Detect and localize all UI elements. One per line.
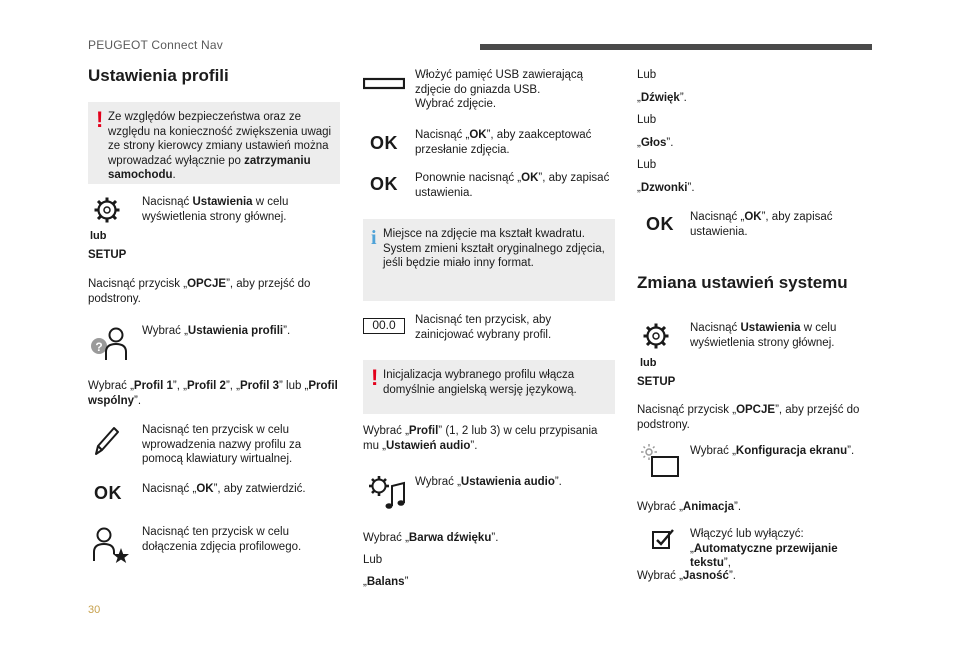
screen-config-step: Wybrać „Konfiguracja ekranu”.	[690, 445, 855, 457]
svg-text:?: ?	[95, 340, 103, 354]
ok-accept-step: Nacisnąć „OK”, aby zaakceptować przesłanie zdjęcia.	[415, 129, 592, 156]
audio-settings-icon	[366, 474, 406, 512]
warning-text-2: Inicjalizacja wybranego profilu włącza domyślnie angielską wersję językową.	[383, 369, 577, 396]
reset-step: Nacisnąć ten przycisk, aby zainicjować wybrany profil.	[415, 314, 552, 341]
sound-text: „Dźwięk”.	[637, 92, 687, 104]
info-box	[363, 219, 615, 301]
header-label: PEUGEOT Connect Nav	[88, 38, 223, 52]
options-text-2: Nacisnąć przycisk „OPCJE”, aby przejść do podstrony.	[637, 404, 860, 431]
section-title-system: Zmiana ustawień systemu	[637, 273, 848, 292]
warning-icon: !	[96, 107, 104, 132]
or-text-4: Lub	[637, 159, 657, 171]
photo-step: Nacisnąć ten przycisk w celu dołączenia zdjęcia profilowego.	[142, 526, 302, 553]
info-icon: i	[371, 227, 377, 249]
settings-gear-icon-2	[642, 322, 670, 350]
ring-text: „Dzwonki”.	[637, 182, 695, 194]
warning-icon-2: !	[371, 365, 379, 390]
profile-question-icon	[88, 326, 130, 362]
header-bar	[480, 44, 872, 50]
settings-step-text-2: Nacisnąć Ustawienia w celu wyświetlenia strony głównej.	[690, 322, 837, 349]
ok-save-button-2[interactable]: OK	[646, 214, 674, 234]
screen-brightness-icon	[640, 443, 682, 479]
brightness-text: Wybrać „Jasność”.	[637, 570, 736, 582]
checkbox-icon[interactable]	[651, 528, 675, 550]
or-label: lub	[90, 230, 107, 242]
or-text-1: Lub	[363, 554, 383, 566]
warning-text: Ze względów bezpieczeństwa oraz ze względu na konieczność zwiększenia uwagi ze strony kierowcy zmiany ustawień można wprowadzać wyłącznie po zatrzymaniu samochodu.	[108, 111, 332, 181]
setup-button[interactable]: SETUP	[88, 249, 127, 261]
reset-counter-label: 00.0	[372, 318, 396, 332]
profile-photo-icon	[88, 527, 130, 563]
section-title-profiles: Ustawienia profili	[88, 66, 229, 85]
profile-settings-step: Wybrać „Ustawienia profili”.	[142, 325, 291, 337]
ok-save-step: Ponownie nacisnąć „OK”, aby zapisać ustawienia.	[415, 172, 610, 199]
or-text-3: Lub	[637, 114, 657, 126]
choose-profile-text: Wybrać „Profil 1”, „Profil 2”, „Profil 3” lub „Profil wspólny”.	[88, 380, 338, 407]
ok-accept-button[interactable]: OK	[370, 133, 398, 153]
options-text: Nacisnąć przycisk „OPCJE”, aby przejść do podstrony.	[88, 278, 311, 305]
pencil-icon	[92, 424, 120, 458]
settings-step-text: Nacisnąć Ustawienia w celu wyświetlenia strony głównej.	[142, 196, 289, 223]
auto-scroll-step: Włączyć lub wyłączyć: „Automatyczne przewijanie tekstu”,	[690, 528, 838, 569]
settings-gear-icon	[93, 196, 121, 224]
reset-counter-button[interactable]	[363, 318, 405, 334]
usb-slot-icon	[363, 77, 405, 91]
balance-text: „Balans”	[363, 576, 409, 588]
ok-confirm-step: Nacisnąć „OK”, aby zatwierdzić.	[142, 483, 306, 495]
warning-box	[88, 102, 340, 184]
audio-settings-step: Wybrać „Ustawienia audio”.	[415, 476, 562, 488]
animation-text: Wybrać „Animacja”.	[637, 501, 742, 513]
info-text: Miejsce na zdjęcie ma kształt kwadratu. System zmieni kształt oryginalnego zdjęcia, jeśli będzie miało inny format.	[383, 228, 605, 269]
or-label-2: lub	[640, 357, 657, 369]
voice-text: „Głos”.	[637, 137, 674, 149]
ok-save-step-2: Nacisnąć „OK”, aby zapisać ustawienia.	[690, 211, 833, 238]
warning-box-2	[363, 360, 615, 414]
edit-name-step: Nacisnąć ten przycisk w celu wprowadzenia nazwy profilu za pomocą klawiatury wirtualnej.	[142, 424, 302, 465]
sound-color-text: Wybrać „Barwa dźwięku”.	[363, 532, 499, 544]
setup-button-2[interactable]: SETUP	[637, 376, 676, 388]
profile-audio-text: Wybrać „Profil” (1, 2 lub 3) w celu przypisania mu „Ustawień audio”.	[363, 425, 598, 452]
or-text-2: Lub	[637, 69, 657, 81]
ok-save-button[interactable]: OK	[370, 174, 398, 194]
page-number: 30	[88, 604, 101, 616]
usb-step: Włożyć pamięć USB zawierającą zdjęcie do gniazda USB. Wybrać zdjęcie.	[415, 69, 584, 110]
ok-button[interactable]: OK	[94, 483, 122, 503]
